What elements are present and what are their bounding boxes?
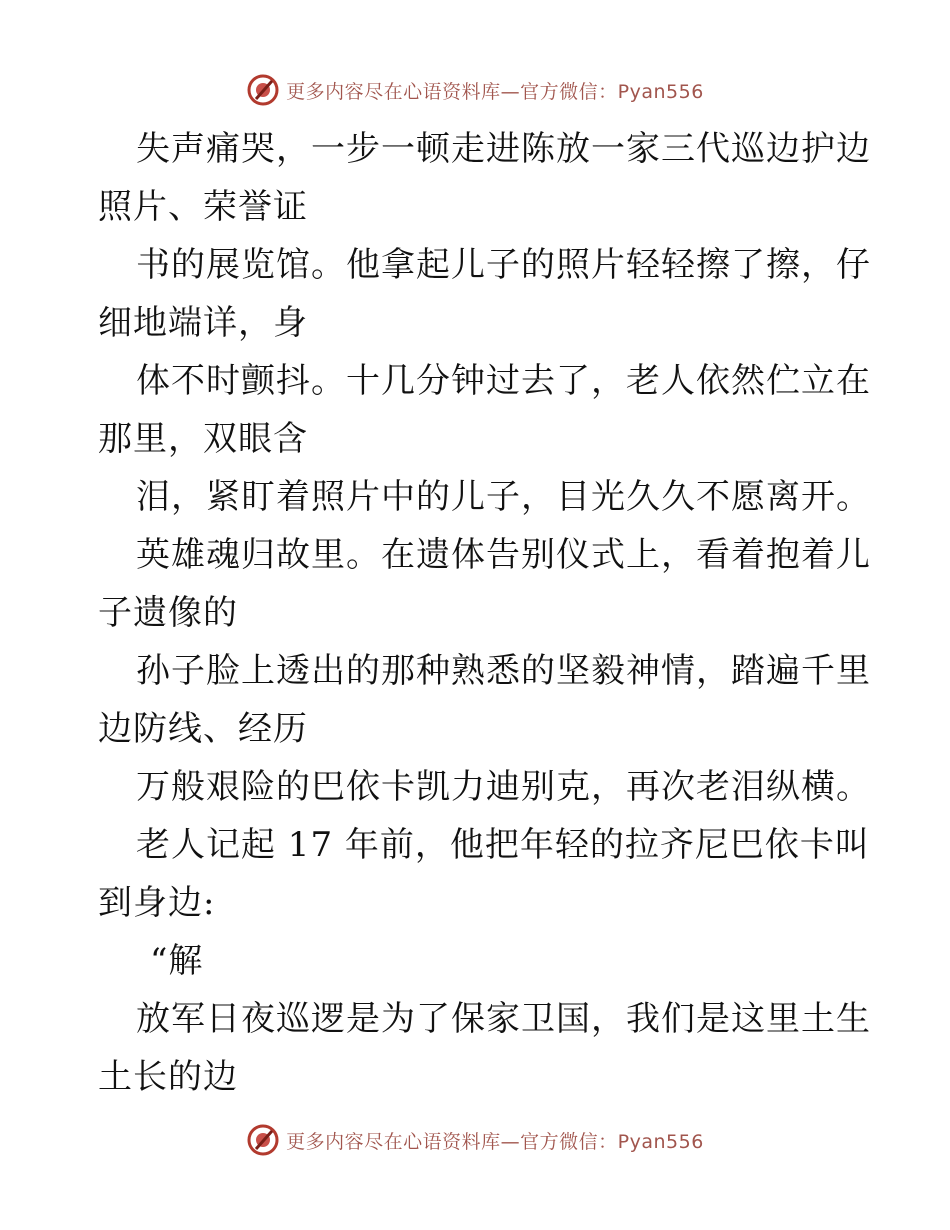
text-line: 万般艰险的巴依卡凯力迪别克，再次老泪纵横。 xyxy=(136,767,871,807)
text-line: 失声痛哭，一步一顿走进陈放一家三代巡边护边 xyxy=(136,129,871,169)
watermark-footer xyxy=(0,1120,950,1160)
text-line: 老人记起 17 年前，他把年轻的拉齐尼巴依卡叫 xyxy=(136,825,870,865)
text-line: 那里，双眼含 xyxy=(98,419,308,459)
text-line: 照片、荣誉证 xyxy=(98,187,308,227)
watermark-header xyxy=(0,70,950,110)
text-line: 边防线、经历 xyxy=(98,709,308,749)
watermark-logo-icon xyxy=(246,1123,280,1157)
watermark-text: 更多内容尽在心语资料库—官方微信：Pyan556 xyxy=(286,80,704,103)
text-line: 子遗像的 xyxy=(98,593,238,633)
text-line: “解 xyxy=(150,941,204,981)
watermark-logo-icon xyxy=(246,73,280,107)
text-line: 孙子脸上透出的那种熟悉的坚毅神情，踏遍千里 xyxy=(136,651,871,691)
watermark-text: 更多内容尽在心语资料库—官方微信：Pyan556 xyxy=(286,1130,704,1153)
text-line: 放军日夜巡逻是为了保家卫国，我们是这里土生 xyxy=(136,999,871,1039)
document-body xyxy=(98,120,871,1106)
text-line: 细地端详，身 xyxy=(98,303,308,343)
text-line: 到身边: xyxy=(98,883,216,923)
text-line: 土长的边 xyxy=(98,1057,238,1097)
text-line: 体不时颤抖。十几分钟过去了，老人依然伫立在 xyxy=(136,361,871,401)
text-line: 英雄魂归故里。在遗体告别仪式上，看着抱着儿 xyxy=(136,535,871,575)
text-line: 泪，紧盯着照片中的儿子，目光久久不愿离开。 xyxy=(136,477,871,517)
text-line: 书的展览馆。他拿起儿子的照片轻轻擦了擦，仔 xyxy=(136,245,871,285)
